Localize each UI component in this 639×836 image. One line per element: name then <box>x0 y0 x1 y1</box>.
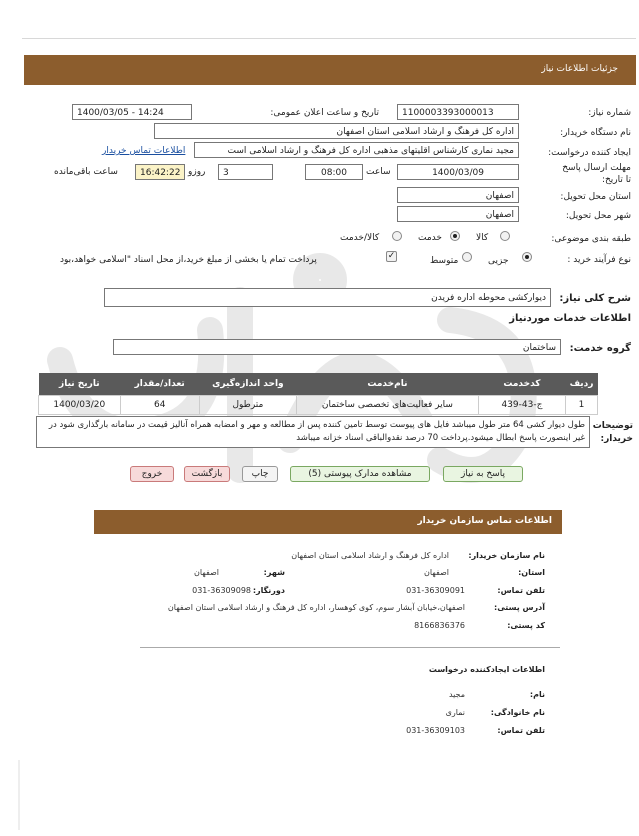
deadline-date-field: 1400/03/09 <box>397 164 519 180</box>
creator-family-value: نماری <box>445 708 465 717</box>
summary-label: شرح کلی نیاز: <box>559 293 631 304</box>
category-option-both: کالا/خدمت <box>340 233 380 243</box>
need-number-label: شماره نیاز: <box>588 108 631 118</box>
print-button[interactable]: چاپ <box>242 466 278 482</box>
creator-name-value: مجید <box>448 690 465 699</box>
contact-divider <box>140 647 560 648</box>
process-label: نوع فرآیند خرید : <box>567 255 631 265</box>
city-label: شهر محل تحویل: <box>565 211 631 221</box>
days-label: روزو <box>188 167 206 177</box>
process-radio-medium[interactable] <box>462 252 472 262</box>
cell-date: 1400/03/20 <box>39 396 121 415</box>
cell-name: سایر فعالیت‌های تخصصی ساختمان <box>297 396 479 415</box>
cell-quantity: 64 <box>120 396 199 415</box>
page-header <box>24 55 636 85</box>
table-row <box>39 396 598 415</box>
province-field: اصفهان <box>397 187 519 203</box>
service-group-label: گروه خدمت: <box>569 343 631 354</box>
category-option-service: خدمت <box>418 233 442 243</box>
announce-field: 1400/03/05 - 14:24 <box>72 104 192 120</box>
top-divider <box>22 38 636 39</box>
process-option-medium: متوسط <box>430 256 459 266</box>
buyer-org-label: نام دستگاه خریدار: <box>560 128 631 138</box>
exit-button[interactable]: خروج <box>130 466 174 482</box>
contact-phone-label: تلفن تماس: <box>497 586 545 595</box>
contact-fax-label: دورنگار: <box>252 586 285 595</box>
buyer-contact-link[interactable]: اطلاعات تماس خریدار <box>102 146 186 156</box>
creator-heading: اطلاعات ایجادکننده درخواست <box>428 665 545 674</box>
cell-unit: مترطول <box>199 396 296 415</box>
process-radio-minor[interactable] <box>522 252 532 262</box>
buyer-org-field: اداره کل فرهنگ و ارشاد اسلامی استان اصفهان <box>154 123 519 139</box>
province-label: استان محل تحویل: <box>560 192 631 202</box>
service-group-field: ساختمان <box>113 339 561 355</box>
attachments-button[interactable]: مشاهده مدارک پیوستی (5) <box>290 466 430 482</box>
creator-phone-label: تلفن تماس: <box>497 726 545 735</box>
requester-label: ایجاد کننده درخواست: <box>548 148 631 158</box>
category-radio-goods[interactable] <box>500 231 510 241</box>
notes-label: توضیحات خریدار: <box>592 421 633 444</box>
contact-phone-value: 031-36309091 <box>406 586 465 595</box>
contact-heading: اطلاعات تماس سازمان خریدار <box>417 516 552 526</box>
payment-note: پرداخت تمام یا بخشی از مبلغ خرید،از محل اسناد "اسلامی خواهد،بود <box>60 255 317 265</box>
col-date: تاریخ نیاز <box>39 373 121 396</box>
summary-field: دیوارکشی محوطه اداره فریدن <box>104 288 551 307</box>
col-unit: واحد اندازه‌گیری <box>199 373 296 396</box>
header-title: جزئیات اطلاعات نیاز <box>541 64 618 74</box>
contact-postal-value: 8166836376 <box>414 621 465 630</box>
days-field: 3 <box>218 164 273 180</box>
contact-postal-label: کد پستی: <box>507 621 545 630</box>
time-label: ساعت <box>366 167 391 177</box>
announce-label: تاریخ و ساعت اعلان عمومی: <box>270 108 379 118</box>
col-name: نام‌خدمت <box>297 373 479 396</box>
creator-name-label: نام: <box>529 690 545 699</box>
contact-org-value: اداره کل فرهنگ و ارشاد اسلامی استان اصفهان <box>291 551 449 560</box>
contact-address-label: آدرس پستی: <box>494 603 545 612</box>
remaining-time-field: 16:42:22 <box>135 164 185 180</box>
col-row: ردیف <box>566 373 598 396</box>
back-button[interactable]: بازگشت <box>184 466 230 482</box>
creator-family-label: نام خانوادگی: <box>490 708 545 717</box>
city-field: اصفهان <box>397 206 519 222</box>
contact-address-value: اصفهان،خیابان آبشار سوم، کوی کوهسار، اداره کل فرهنگ و ارشاد اسلامی استان اصفهان <box>167 603 465 612</box>
cell-code: ج-43-439 <box>478 396 565 415</box>
category-radio-both[interactable] <box>392 231 402 241</box>
contact-org-label: نام سازمان خریدار: <box>468 551 545 560</box>
contact-province-label: استان: <box>518 568 545 577</box>
process-option-minor: جزیی <box>488 256 509 266</box>
reply-button[interactable]: پاسخ به نیاز <box>443 466 523 482</box>
contact-fax-value: 031-36309098 <box>192 586 251 595</box>
col-code: کدخدمت <box>478 373 565 396</box>
contact-section-header <box>94 510 562 534</box>
contact-city-label: شهر: <box>263 568 285 577</box>
remaining-label: ساعت باقی‌مانده <box>54 167 118 177</box>
need-number-field: 1100003393000013 <box>397 104 519 120</box>
requester-field: مجید نماری کارشناس اقلیتهای مذهبی اداره کل فرهنگ و ارشاد اسلامی است <box>194 142 519 158</box>
deadline-label: مهلت ارسال پاسخ تا تاریخ: <box>562 163 631 185</box>
cell-row: 1 <box>566 396 598 415</box>
category-option-goods: کالا <box>476 233 489 243</box>
category-label: طبقه بندی موضوعی: <box>551 234 631 244</box>
notes-field: طول دیوار کشی 64 متر طول میباشد فایل های پیوست توسط تامین کننده پس از مطالعه و مهر و امضابه همراه آنالیز قیمت در سامانه بارگذاری شود در غیر اینصورت پاسخ ابطال میشود.پرداخت 70 درصد نقدوالباقی اسناد خزانه میباشد <box>36 416 590 448</box>
payment-checkbox[interactable]: ✓ <box>387 251 396 261</box>
services-heading: اطلاعات خدمات موردنیاز <box>509 313 631 324</box>
contact-city-value: اصفهان <box>193 568 219 577</box>
contact-province-value: اصفهان <box>423 568 449 577</box>
creator-phone-value: 031-36309103 <box>406 726 465 735</box>
left-edge-rule <box>18 760 20 830</box>
deadline-time-field: 08:00 <box>305 164 363 180</box>
category-radio-service[interactable] <box>450 231 460 241</box>
col-quantity: تعداد/مقدار <box>120 373 199 396</box>
services-table <box>38 373 598 415</box>
